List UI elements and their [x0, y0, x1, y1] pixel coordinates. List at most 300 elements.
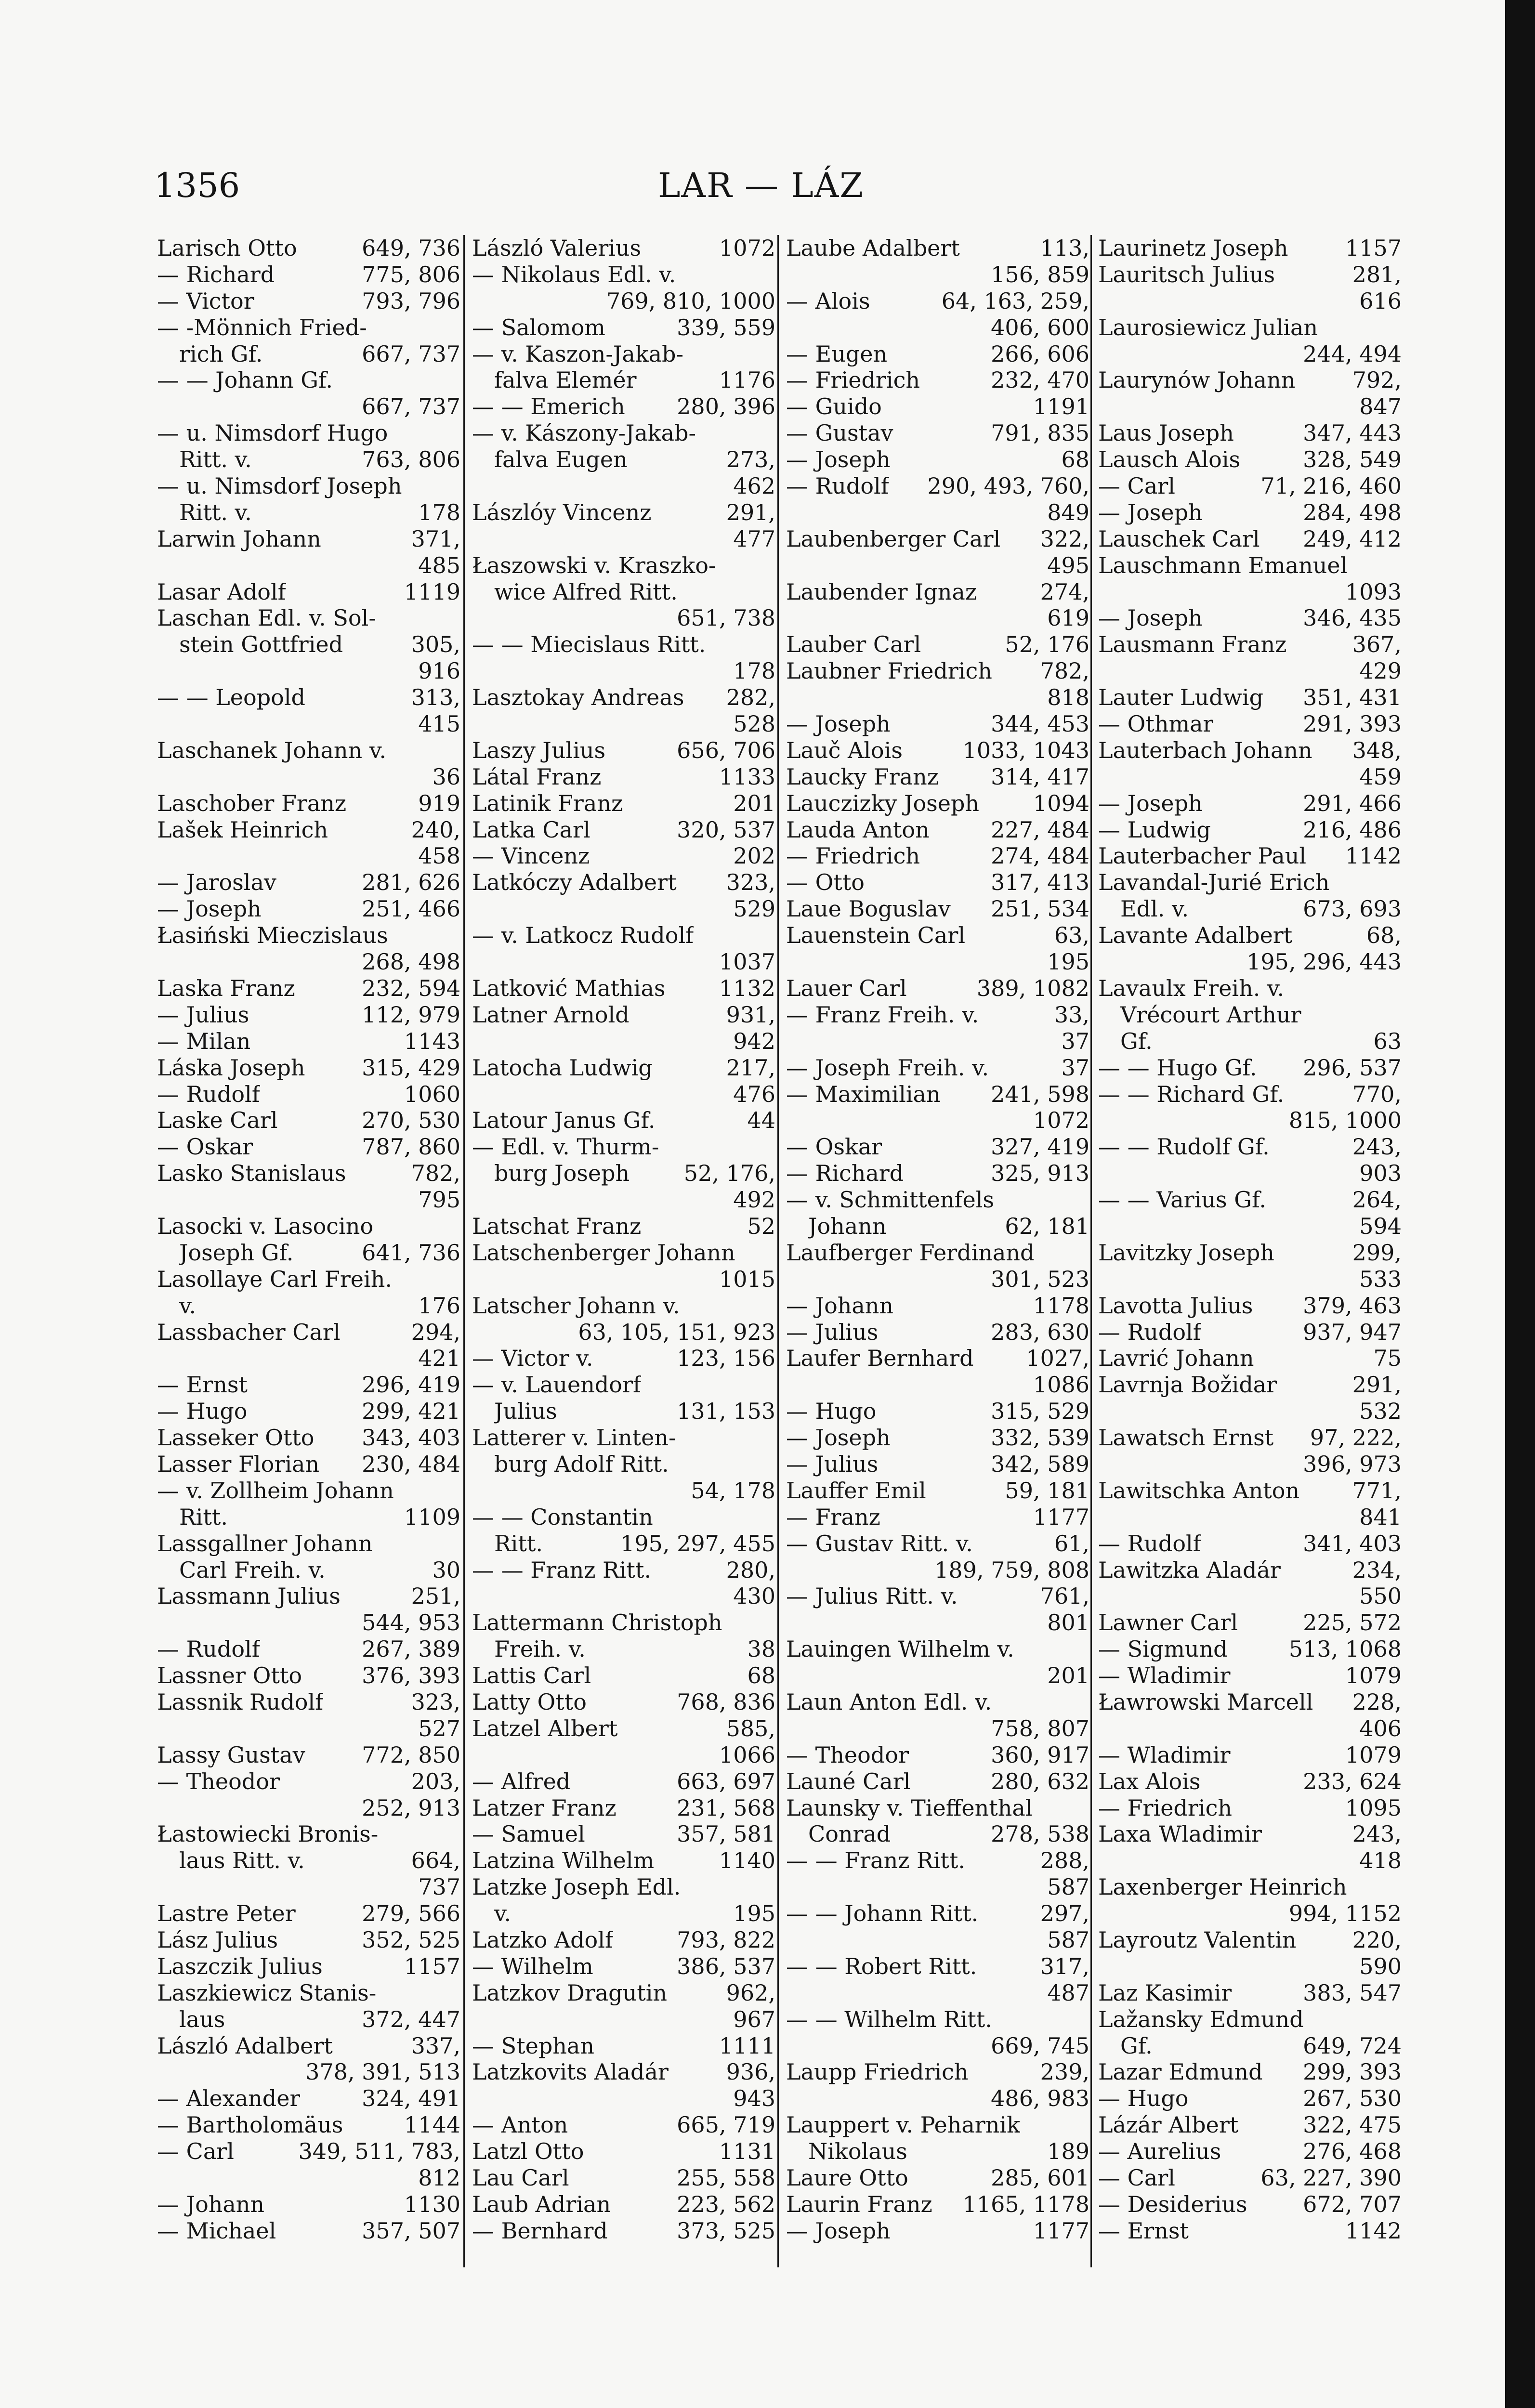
index-entry: [472, 1953, 775, 1980]
entry-name: Látal Franz: [472, 763, 602, 790]
entry-line: [472, 473, 775, 499]
entry-page-refs: 123, 156: [677, 1345, 775, 1372]
entry-line: [157, 1372, 460, 1398]
entry-line: [786, 1795, 1089, 1821]
entry-name: — Victor: [157, 288, 254, 314]
entry-line: [472, 1504, 775, 1531]
entry-line: [786, 1134, 1089, 1160]
entry-page-refs: 294,: [411, 1319, 460, 1345]
entry-name: Laubender Ignaz: [786, 578, 977, 605]
entry-page-refs: 376, 393: [362, 1662, 460, 1689]
index-entry: [157, 896, 460, 922]
entry-line: [1098, 1504, 1402, 1531]
entry-name: — Jaroslav: [157, 869, 276, 896]
entry-page-refs: 772, 850: [362, 1741, 460, 1768]
entry-page-refs: 278, 538: [991, 1821, 1089, 1847]
entry-name: Lašek Heinrich: [157, 816, 328, 843]
entry-line: [786, 1425, 1089, 1451]
entry-page-refs: 585,: [726, 1715, 775, 1741]
entry-line: [157, 1900, 460, 1927]
index-entry: [157, 235, 460, 262]
entry-line: [157, 975, 460, 1002]
entry-line: [786, 1160, 1089, 1187]
index-entry: [786, 1425, 1089, 1451]
entry-name: — Hugo: [786, 1398, 877, 1425]
entry-line: [1098, 1398, 1402, 1425]
entry-line: [472, 1002, 775, 1028]
entry-name: Lauer Carl: [786, 975, 907, 1001]
index-entry: [157, 1451, 460, 1478]
entry-name: Lassy Gustav: [157, 1741, 305, 1768]
entry-name: — Gustav: [786, 420, 893, 446]
entry-line: [472, 2006, 775, 2033]
entry-line: [786, 446, 1089, 473]
entry-name: — Edl. v. Thurm-: [472, 1134, 659, 1160]
entry-page-refs: 243,: [1352, 1821, 1402, 1847]
index-entry: [1098, 631, 1402, 684]
entry-page-refs: 344, 453: [991, 711, 1089, 737]
entry-line: [157, 949, 460, 975]
entry-page-refs: 113,: [1040, 235, 1089, 261]
entry-name: Lasztokay Andreas: [472, 684, 684, 711]
entry-name: rich Gf.: [179, 340, 263, 367]
entry-name: — Joseph: [1098, 790, 1203, 816]
entry-name: — Alexander: [157, 2085, 301, 2112]
entry-line: [786, 1874, 1089, 1900]
entry-name: — Bernhard: [472, 2217, 608, 2244]
entry-line: [1098, 737, 1402, 764]
index-entry: [472, 764, 775, 790]
entry-page-refs: 290, 493, 760,: [927, 473, 1089, 499]
entry-name: — Vincenz: [472, 843, 590, 869]
entry-line: [786, 2165, 1089, 2191]
entry-page-refs: 266, 606: [991, 340, 1089, 367]
running-head: LAR — LÁZ: [658, 166, 864, 205]
entry-page-refs: 178: [418, 499, 460, 525]
entry-line: [157, 393, 460, 420]
entry-line: [157, 1847, 460, 1874]
entry-line: [157, 684, 460, 711]
index-entry: [157, 526, 460, 579]
entry-name: Latković Mathias: [472, 975, 666, 1001]
index-entry: [1098, 2218, 1402, 2244]
entry-line: [157, 922, 460, 949]
entry-page-refs: 1109: [404, 1504, 460, 1530]
entry-page-refs: 343, 403: [362, 1425, 460, 1451]
entry-page-refs: 1093: [1345, 578, 1402, 605]
entry-name: Lavotta Julius: [1098, 1292, 1253, 1319]
entry-line: [472, 764, 775, 790]
entry-name: — Friedrich: [786, 367, 920, 393]
entry-page-refs: 243,: [1352, 1134, 1402, 1160]
entry-line: [1098, 605, 1402, 631]
entry-line: [157, 1107, 460, 1134]
entry-name: Latty Otto: [472, 1688, 587, 1715]
entry-page-refs: 669, 745: [991, 2032, 1089, 2059]
entry-line: [472, 1557, 775, 1584]
index-entry: [786, 1795, 1089, 1848]
column-divider: [777, 235, 779, 2267]
entry-page-refs: 1191: [1033, 393, 1089, 420]
entry-name: Laufberger Ferdinand: [786, 1239, 1035, 1266]
entry-name: — v. Zollheim Johann: [157, 1477, 394, 1504]
index-entry: [1098, 1055, 1402, 1081]
entry-line: [472, 1081, 775, 1108]
entry-page-refs: 590: [1359, 1953, 1402, 1979]
entry-name: Łasiński Mieczislaus: [157, 922, 388, 949]
entry-page-refs: 195: [1047, 949, 1089, 975]
entry-page-refs: 251, 466: [362, 896, 460, 922]
entry-page-refs: 230, 484: [362, 1451, 460, 1477]
entry-page-refs: 202: [733, 843, 775, 869]
index-entry: [472, 2059, 775, 2112]
entry-name: Carl Freih. v.: [179, 1557, 326, 1583]
entry-name: Lasser Florian: [157, 1451, 320, 1477]
entry-name: Laue Boguslav: [786, 896, 951, 922]
entry-line: [472, 1160, 775, 1187]
entry-name: Lauterbacher Paul: [1098, 843, 1307, 869]
entry-line: [157, 473, 460, 499]
index-entry: [157, 2112, 460, 2138]
entry-page-refs: 994, 1152: [1288, 1900, 1402, 1927]
entry-name: Lavante Adalbert: [1098, 922, 1293, 949]
entry-line: [786, 1847, 1089, 1874]
entry-name: Freih. v.: [494, 1636, 586, 1662]
index-entry: [786, 1345, 1089, 1398]
entry-name: laus: [179, 2006, 225, 2032]
index-entry: [1098, 1345, 1402, 1372]
index-entry: [157, 605, 460, 684]
entry-line: [786, 631, 1089, 658]
entry-line: [786, 737, 1089, 764]
entry-line: [472, 1980, 775, 2006]
entry-name: Laxenberger Heinrich: [1098, 1874, 1347, 1900]
index-entry: [1098, 1636, 1402, 1662]
entry-page-refs: 249, 412: [1303, 525, 1402, 552]
entry-name: — Rudolf: [1098, 1319, 1201, 1345]
entry-name: Laschober Franz: [157, 790, 347, 816]
entry-line: [786, 922, 1089, 949]
entry-line: [786, 1055, 1089, 1081]
index-entry: [786, 631, 1089, 658]
entry-name: Latzkov Dragutin: [472, 1979, 668, 2006]
entry-name: Lauritsch Julius: [1098, 261, 1275, 288]
entry-line: [786, 1662, 1089, 1689]
entry-page-refs: 64, 163, 259,: [941, 288, 1089, 314]
entry-page-refs: 770,: [1352, 1081, 1402, 1107]
index-entry: [157, 1028, 460, 1055]
entry-name: falva Eugen: [494, 446, 628, 473]
index-entry: [1098, 817, 1402, 843]
entry-line: [472, 1636, 775, 1662]
entry-line: [472, 2033, 775, 2059]
entry-line: [786, 2112, 1089, 2138]
entry-name: Lász Julius: [157, 1927, 278, 1953]
entry-line: [157, 1213, 460, 1240]
entry-page-refs: 357, 507: [362, 2217, 460, 2244]
entry-name: Ławrowski Marcell: [1098, 1688, 1313, 1715]
entry-line: [157, 1081, 460, 1108]
entry-line: [472, 2059, 775, 2085]
entry-name: Lassner Otto: [157, 1662, 302, 1689]
entry-page-refs: 1142: [1345, 2217, 1402, 2244]
index-entry: [1098, 446, 1402, 473]
entry-name: Lau Carl: [472, 2165, 569, 2191]
entry-page-refs: 52, 176: [1005, 631, 1089, 658]
index-entry: [1098, 1293, 1402, 1319]
index-column-3: [786, 235, 1089, 2267]
entry-page-refs: 1066: [719, 1741, 775, 1768]
index-entry: [1098, 235, 1402, 262]
index-entry: [1098, 314, 1402, 367]
entry-page-refs: 459: [1359, 763, 1402, 790]
entry-line: [1098, 2191, 1402, 2218]
index-entry: [472, 843, 775, 869]
entry-line: [472, 1398, 775, 1425]
index-entry: [157, 1953, 460, 1980]
entry-line: [157, 631, 460, 658]
entry-name: — Joseph: [1098, 605, 1203, 631]
entry-page-refs: 737: [418, 1874, 460, 1900]
entry-line: [1098, 658, 1402, 684]
index-entry: [1098, 869, 1402, 922]
entry-line: [786, 1240, 1089, 1266]
entry-line: [1098, 1715, 1402, 1742]
entry-name: Laure Otto: [786, 2165, 908, 2191]
entry-page-refs: 241, 598: [991, 1081, 1089, 1107]
entry-page-refs: 279, 566: [362, 1900, 460, 1927]
entry-line: [1098, 1610, 1402, 1636]
index-entry: [1098, 367, 1402, 420]
index-entry: [786, 1160, 1089, 1187]
index-entry: [1098, 737, 1402, 790]
entry-line: [1098, 922, 1402, 949]
entry-name: — Ernst: [1098, 2217, 1189, 2244]
entry-name: Ritt.: [494, 1530, 543, 1557]
entry-page-refs: 54, 178: [691, 1477, 775, 1504]
entry-name: — — Emerich: [472, 393, 625, 420]
entry-page-refs: 818: [1047, 684, 1089, 711]
entry-line: [1098, 2033, 1402, 2059]
entry-page-refs: 296, 537: [1303, 1054, 1402, 1081]
entry-name: — Othmar: [1098, 711, 1214, 737]
entry-page-refs: 1165, 1178: [962, 2191, 1089, 2217]
entry-line: [472, 420, 775, 446]
entry-name: — — Franz Ritt.: [472, 1557, 651, 1583]
entry-name: Lauber Carl: [786, 631, 921, 658]
index-entry: [1098, 473, 1402, 499]
entry-line: [786, 658, 1089, 684]
entry-name: Joseph Gf.: [179, 1239, 294, 1266]
entry-name: — Franz Freih. v.: [786, 1001, 979, 1028]
entry-line: [786, 420, 1089, 446]
entry-line: [786, 1531, 1089, 1557]
index-entry: [157, 1583, 460, 1636]
entry-line: [157, 1451, 460, 1478]
index-entry: [1098, 1478, 1402, 1531]
entry-page-refs: 75: [1373, 1345, 1402, 1372]
entry-page-refs: 847: [1359, 393, 1402, 420]
entry-name: Laska Franz: [157, 975, 295, 1001]
entry-line: [786, 288, 1089, 314]
entry-name: Lax Alois: [1098, 1768, 1201, 1794]
entry-name: — Gustav Ritt. v.: [786, 1530, 973, 1557]
entry-name: — Theodor: [157, 1768, 280, 1794]
entry-line: [472, 446, 775, 473]
entry-page-refs: 203,: [411, 1768, 460, 1794]
entry-line: [157, 1768, 460, 1795]
entry-page-refs: 352, 525: [362, 1927, 460, 1953]
entry-page-refs: 782,: [1040, 658, 1089, 684]
index-columns: [157, 235, 1438, 2267]
entry-page-refs: 1095: [1345, 1794, 1402, 1821]
entry-name: Lasar Adolf: [157, 578, 286, 605]
entry-name: Laurosiewicz Julian: [1098, 314, 1318, 340]
entry-name: Gf.: [1120, 1028, 1153, 1054]
entry-line: [1098, 1900, 1402, 1927]
entry-page-refs: 291,: [1352, 1372, 1402, 1398]
index-entry: [1098, 2059, 1402, 2085]
entry-name: — Ludwig: [1098, 816, 1211, 843]
entry-line: [472, 1610, 775, 1636]
entry-line: [786, 1398, 1089, 1425]
entry-page-refs: 68: [1061, 446, 1089, 473]
entry-name: Laubner Friedrich: [786, 658, 992, 684]
index-entry: [1098, 1768, 1402, 1795]
entry-name: Ritt. v.: [179, 499, 252, 525]
entry-name: Laupp Friedrich: [786, 2059, 969, 2085]
entry-page-refs: 367,: [1352, 631, 1402, 658]
entry-page-refs: 406, 600: [991, 314, 1089, 340]
entry-line: [472, 1821, 775, 1847]
entry-line: [786, 367, 1089, 393]
entry-line: [472, 1662, 775, 1689]
entry-name: Laxa Wladimir: [1098, 1821, 1262, 1847]
entry-line: [786, 314, 1089, 341]
index-entry: [157, 1900, 460, 1927]
index-entry: [786, 817, 1089, 843]
index-entry: [472, 631, 775, 684]
entry-name: — Franz: [786, 1504, 880, 1530]
entry-page-refs: 291, 466: [1303, 790, 1402, 816]
index-entry: [157, 2085, 460, 2112]
entry-name: — — Robert Ritt.: [786, 1953, 977, 1979]
index-entry: [1098, 922, 1402, 975]
entry-name: Ritt.: [179, 1504, 228, 1530]
entry-name: — u. Nimsdorf Joseph: [157, 473, 402, 499]
index-entry: [1098, 684, 1402, 711]
entry-line: [1098, 1927, 1402, 1953]
entry-page-refs: 273,: [726, 446, 775, 473]
entry-page-refs: 225, 572: [1303, 1610, 1402, 1636]
entry-line: [157, 2059, 460, 2085]
entry-line: [786, 341, 1089, 367]
entry-line: [786, 605, 1089, 631]
index-entry: [786, 1081, 1089, 1134]
entry-name: Laubenberger Carl: [786, 525, 1001, 552]
entry-line: [786, 949, 1089, 975]
entry-name: — — Miecislaus Ritt.: [472, 631, 706, 658]
index-entry: [472, 420, 775, 499]
entry-line: [157, 1557, 460, 1584]
entry-page-refs: 317, 413: [991, 869, 1089, 896]
entry-line: [1098, 1213, 1402, 1240]
entry-page-refs: 371,: [411, 525, 460, 552]
entry-page-refs: 1111: [719, 2032, 775, 2059]
entry-name: — Nikolaus Edl. v.: [472, 261, 676, 288]
entry-name: — Oskar: [786, 1134, 882, 1160]
index-entry: [786, 2218, 1089, 2244]
index-entry: [786, 579, 1089, 632]
index-entry: [157, 922, 460, 975]
entry-line: [157, 2138, 460, 2165]
entry-name: Lažansky Edmund: [1098, 2006, 1304, 2032]
entry-name: Lassgallner Johann: [157, 1530, 373, 1557]
entry-line: [1098, 1742, 1402, 1768]
entry-name: Lauschek Carl: [1098, 525, 1260, 552]
entry-line: [157, 1610, 460, 1636]
entry-line: [786, 1557, 1089, 1584]
entry-line: [786, 235, 1089, 262]
entry-name: Latzkovits Aladár: [472, 2059, 669, 2085]
entry-line: [472, 1768, 775, 1795]
entry-page-refs: 587: [1047, 1874, 1089, 1900]
entry-name: Láska Joseph: [157, 1054, 305, 1081]
entry-name: — Friedrich: [1098, 1794, 1232, 1821]
index-entry: [786, 711, 1089, 737]
entry-page-refs: 97, 222,: [1310, 1425, 1402, 1451]
entry-name: Latka Carl: [472, 816, 590, 843]
entry-page-refs: 327, 419: [991, 1134, 1089, 1160]
entry-page-refs: 337,: [411, 2032, 460, 2059]
entry-line: [472, 341, 775, 367]
entry-name: — Joseph: [786, 711, 891, 737]
entry-name: Lavaulx Freih. v.: [1098, 975, 1285, 1001]
entry-name: Lastre Peter: [157, 1900, 296, 1927]
entry-page-refs: 68: [747, 1662, 775, 1689]
entry-name: Latinik Franz: [472, 790, 623, 816]
entry-line: [1098, 1768, 1402, 1795]
entry-page-refs: 1132: [719, 975, 775, 1001]
index-entry: [472, 1107, 775, 1134]
entry-name: — Guido: [786, 393, 882, 420]
index-entry: [472, 922, 775, 975]
entry-name: Lausmann Franz: [1098, 631, 1287, 658]
entry-line: [157, 869, 460, 896]
entry-page-refs: 267, 389: [362, 1636, 460, 1662]
entry-page-refs: 281,: [1352, 261, 1402, 288]
index-entry: [472, 1213, 775, 1240]
index-entry: [786, 1742, 1089, 1768]
entry-line: [472, 1478, 775, 1504]
entry-name: — Joseph Freih. v.: [786, 1054, 989, 1081]
entry-name: Lauppert v. Peharnik: [786, 2112, 1020, 2138]
entry-name: Laurinetz Joseph: [1098, 235, 1288, 261]
entry-line: [157, 1531, 460, 1557]
entry-name: — — Richard Gf.: [1098, 1081, 1285, 1107]
index-entry: [786, 2191, 1089, 2218]
entry-page-refs: 251,: [411, 1583, 460, 1610]
index-entry: [472, 1134, 775, 1213]
entry-name: Latschat Franz: [472, 1213, 642, 1239]
entry-line: [472, 288, 775, 314]
entry-name: Lawatsch Ernst: [1098, 1425, 1274, 1451]
index-entry: [472, 499, 775, 552]
entry-line: [472, 869, 775, 896]
index-entry: [786, 1478, 1089, 1504]
entry-page-refs: 656, 706: [677, 737, 775, 763]
entry-line: [157, 1478, 460, 1504]
